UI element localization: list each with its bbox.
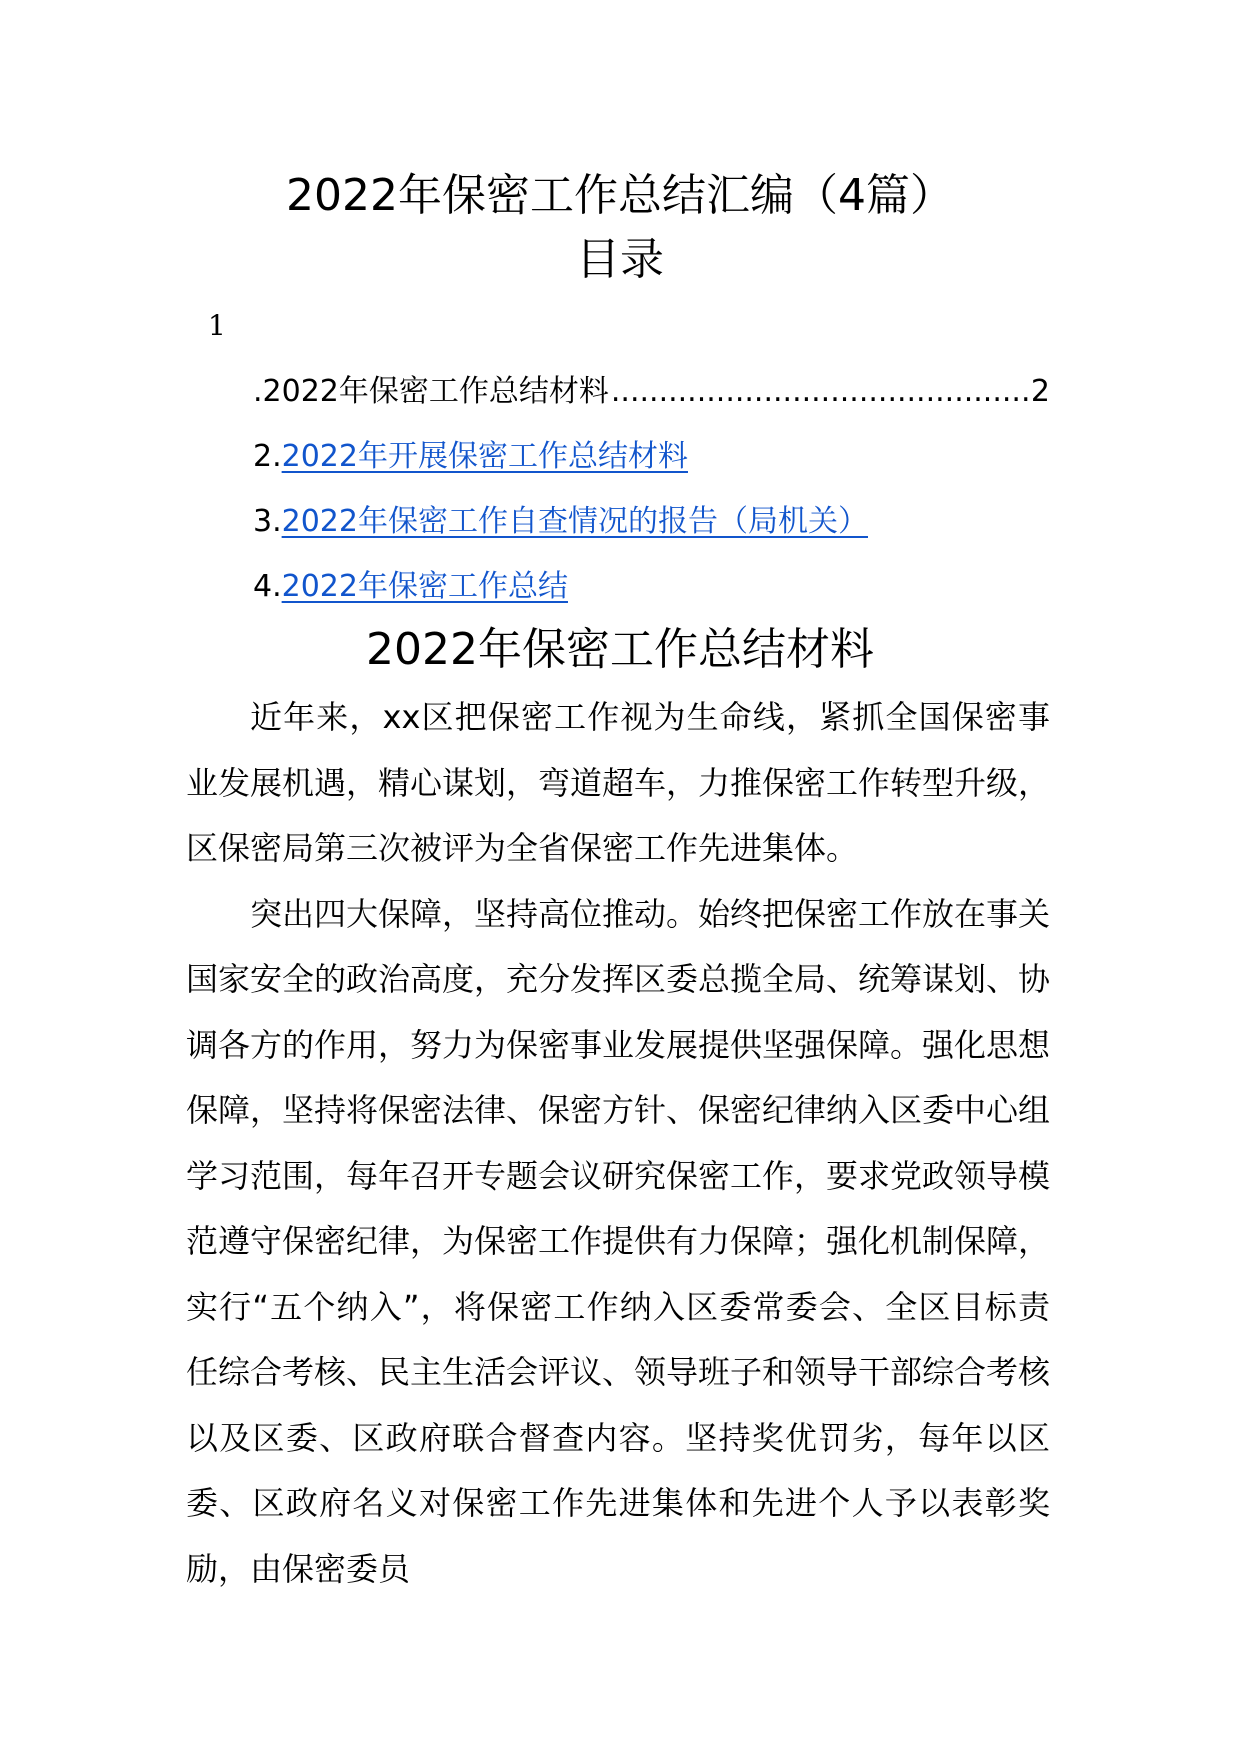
toc-entry-2[interactable] [253,435,1050,500]
toc-entry-3[interactable] [253,500,1050,565]
paragraph-1: 近年来，xx区把保密工作视为生命线，紧抓全国保密事业发展机遇，精心谋划，弯道超车，力推保密工作转型升级，区保密局第三次被评为全省保密工作先进集体。 [186,698,1051,867]
toc-dot-leader [611,370,1029,435]
toc-entry-2-number: 2. [253,439,282,474]
toc-entry-2-link[interactable]: 2022年开展保密工作总结材料 [281,439,688,474]
toc-entry-3-link[interactable]: 2022年保密工作自查情况的报告（局机关） [281,504,868,539]
toc-entry-4-number: 4. [253,569,282,604]
table-of-contents [253,370,1050,630]
toc-heading: 目录 [576,234,664,285]
toc-entry-4[interactable] [253,565,1050,630]
toc-number-fragment: 1 [208,309,226,342]
toc-entry-3-number: 3. [253,504,282,539]
paragraph-2: 突出四大保障，坚持高位推动。始终把保密工作放在事关国家安全的政治高度，充分发挥区委总揽全局、统筹谋划、协调各方的作用，努力为保密事业发展提供坚强保障。强化思想保障，坚持将保密法律、保密方针、保密纪律纳入区委中心组学习范围，每年召开专题会议研究保密工作，要求党政领导模范遵守保密纪律，为保密工作提供有力保障；强化机制保障，实行“五个纳入”，将保密工作纳入区委常委会、全区目标责任综合考核、民主生活会评议、领导班子和领导干部综合考核以及区委、区政府联合督查内容。坚持奖优罚劣，每年以区委、区政府名义对保密工作先进集体和先进个人予以表彰奖励，由保密委员 [186,894,1051,1588]
toc-entry-1-page: 2 [1030,374,1050,409]
section-title: 2022年保密工作总结材料 [366,624,874,675]
toc-entry-1[interactable] [253,370,1050,435]
document-title: 2022年保密工作总结汇编（4篇） [286,170,954,221]
section-body [186,685,1050,1602]
toc-entry-1-title[interactable]: .2022年保密工作总结材料 [253,374,609,409]
toc-entry-4-link[interactable]: 2022年保密工作总结 [281,569,568,604]
